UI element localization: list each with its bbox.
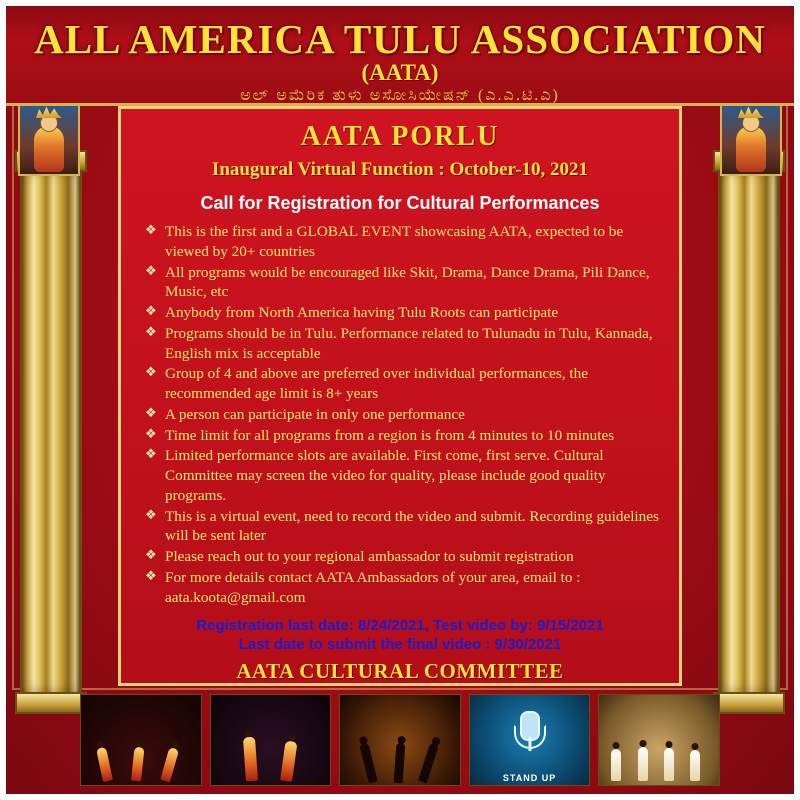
call-for-registration-title: Call for Registration for Cultural Performances	[200, 193, 600, 213]
committee-signature: AATA CULTURAL COMMITTEE	[236, 659, 564, 684]
dancer-head	[171, 741, 180, 750]
key-dates	[137, 617, 663, 653]
diamond-bullet-icon: ❖	[145, 364, 157, 380]
classical-dance-photo	[210, 694, 332, 786]
deity-image-right	[720, 104, 782, 176]
list-item	[143, 324, 659, 364]
dancer-figure	[690, 750, 700, 781]
dancer-head	[613, 742, 620, 749]
silhouette-figure	[418, 743, 439, 784]
silhouette-dance-photo	[339, 694, 461, 786]
microphone-stand	[528, 737, 531, 751]
dancer-head	[692, 743, 699, 750]
dancer-figure	[131, 747, 144, 782]
dancer-figure	[638, 747, 648, 781]
dancer-figure	[96, 747, 113, 782]
dancer-figure	[611, 749, 621, 781]
list-item-text: Anybody from North America having Tulu Roots can participate	[165, 304, 559, 321]
dancer-head	[245, 730, 252, 737]
list-item	[143, 405, 659, 425]
diamond-bullet-icon: ❖	[145, 222, 157, 237]
silhouette-head	[397, 736, 406, 745]
list-item-text: This is the first and a GLOBAL EVENT showcasing AATA, expected to be viewed by 20+ countries	[165, 223, 624, 260]
page-title: ALL AMERICA TULU ASSOCIATION	[34, 16, 766, 62]
diamond-bullet-icon: ❖	[145, 303, 157, 318]
bullet-list	[137, 222, 663, 607]
diamond-bullet-icon: ❖	[145, 323, 157, 339]
dancer-figure	[664, 748, 674, 781]
dancer-figure	[243, 737, 258, 782]
gold-pillar-right	[718, 170, 780, 694]
poster-header	[6, 6, 794, 106]
list-item	[143, 507, 659, 547]
list-item	[143, 263, 659, 303]
list-item-text: For more details contact AATA Ambassadors of your area, email to : aata.koota@gmail.com	[165, 568, 581, 606]
dancer-head	[96, 740, 104, 748]
list-item	[143, 222, 659, 262]
group-dance-photo	[598, 694, 720, 786]
microphone-icon	[513, 711, 547, 759]
event-subtitle: Inaugural Virtual Function : October-10, 2021	[211, 159, 589, 180]
photo-caption: STAND UP	[502, 773, 557, 783]
dancer-head	[136, 740, 144, 748]
diamond-bullet-icon: ❖	[145, 547, 157, 562]
list-item	[143, 426, 659, 446]
diamond-bullet-icon: ❖	[145, 506, 157, 522]
list-item-text: Please reach out to your regional ambassador to submit registration	[165, 548, 574, 565]
dancer-head	[639, 740, 646, 747]
list-item-text: Programs should be in Tulu. Performance related to Tulunadu in Tulu, Kannada, English mix is acceptable	[165, 324, 653, 362]
photo-strip	[80, 694, 720, 786]
list-item	[143, 303, 659, 323]
deity-figure-left	[34, 126, 64, 172]
list-item-text: Limited performance slots are available. First come, first serve. Cultural Committee may screen the video for quality, please include good quality programs.	[165, 447, 606, 504]
diamond-bullet-icon: ❖	[145, 446, 157, 462]
dancer-figure	[280, 741, 297, 782]
content-card	[118, 106, 682, 686]
list-item	[143, 364, 659, 404]
deity-image-left	[18, 104, 80, 176]
registration-deadline-text: Registration last date: 8/24/2021, Test video by: 9/15/2021	[196, 617, 604, 635]
list-item	[143, 547, 659, 567]
list-item-text: This is a virtual event, need to record the video and submit. Recording guidelines will be sent later	[165, 507, 659, 545]
dancer-head	[665, 741, 672, 748]
list-item	[143, 568, 659, 608]
organization-acronym: (AATA)	[361, 60, 439, 85]
event-title: AATA PORLU	[300, 121, 500, 152]
list-item-text: Group of 4 and above are preferred over individual performances, the recommended age limit is 8+ years	[165, 365, 588, 402]
list-item-text: All programs would be encouraged like Skit, Drama, Dance Drama, Pili Dance, Music, etc	[165, 263, 650, 301]
tulu-script-title: ಅಲ್ ಅಮೆರಿಕ ತುಳು ಅಸೋಸಿಯೇಷನ್ (ಎ.ಎ.ಟಿ.ಎ)	[240, 87, 560, 104]
final-video-deadline-text: Last date to submit the final video : 9/30/2021	[238, 636, 562, 654]
list-item	[143, 446, 659, 505]
silhouette-figure	[394, 743, 406, 784]
dancer-figure	[160, 747, 179, 782]
diamond-bullet-icon: ❖	[145, 567, 157, 583]
silhouette-head	[358, 736, 368, 746]
list-item-text: Time limit for all programs from a region is from 4 minutes to 10 minutes	[165, 426, 615, 444]
list-item-text: A person can participate in only one performance	[165, 405, 465, 423]
folk-dance-photo	[80, 694, 202, 786]
gold-pillar-left	[20, 170, 82, 694]
diamond-bullet-icon: ❖	[145, 425, 157, 441]
diamond-bullet-icon: ❖	[145, 262, 157, 278]
silhouette-figure	[359, 743, 377, 784]
deity-figure-right	[736, 126, 766, 172]
diamond-bullet-icon: ❖	[145, 404, 157, 420]
dancer-head	[288, 734, 296, 742]
silhouette-head	[430, 736, 440, 746]
stand-up-comedy-photo	[469, 694, 591, 786]
